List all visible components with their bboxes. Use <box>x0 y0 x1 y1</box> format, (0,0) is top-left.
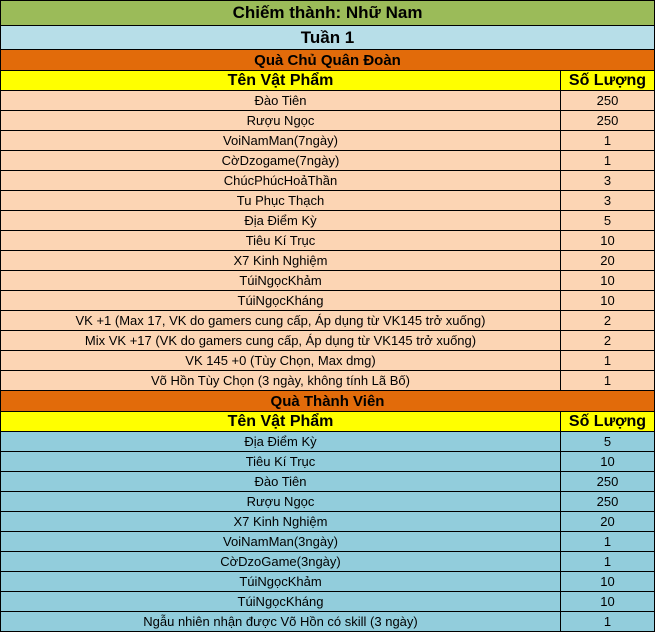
item-name-cell: Rượu Ngọc <box>1 492 561 512</box>
table-row <box>1 171 655 191</box>
item-qty-cell: 3 <box>561 171 655 191</box>
item-name-cell: VK +1 (Max 17, VK do gamers cung cấp, Áp dụng từ VK145 trở xuống) <box>1 311 561 331</box>
table-row <box>1 592 655 612</box>
item-name-cell: Tu Phục Thạch <box>1 191 561 211</box>
table-row <box>1 251 655 271</box>
week-label: Tuần 1 <box>1 26 655 50</box>
table-row <box>1 111 655 131</box>
item-qty-cell: 1 <box>561 151 655 171</box>
item-qty-cell: 5 <box>561 432 655 452</box>
item-name-cell: VK 145 +0 (Tùy Chọn, Max dmg) <box>1 351 561 371</box>
table-row <box>1 311 655 331</box>
table-row <box>1 271 655 291</box>
item-qty-cell: 250 <box>561 472 655 492</box>
item-name-cell: Địa Điểm Kỳ <box>1 432 561 452</box>
section-heading-row <box>1 391 655 412</box>
column-header-qty: Số Lượng <box>561 71 655 91</box>
item-name-cell: TúiNgọcKhảm <box>1 271 561 291</box>
item-qty-cell: 20 <box>561 512 655 532</box>
column-header-qty: Số Lượng <box>561 412 655 432</box>
section-heading-row <box>1 50 655 71</box>
item-name-cell: VoiNamMan(7ngày) <box>1 131 561 151</box>
item-qty-cell: 1 <box>561 371 655 391</box>
item-qty-cell: 2 <box>561 311 655 331</box>
title-row <box>1 1 655 26</box>
item-name-cell: Rượu Ngọc <box>1 111 561 131</box>
item-name-cell: TúiNgọcKháng <box>1 291 561 311</box>
table-row <box>1 231 655 251</box>
item-qty-cell: 250 <box>561 492 655 512</box>
item-name-cell: VoiNamMan(3ngày) <box>1 532 561 552</box>
table-row <box>1 371 655 391</box>
item-name-cell: Đào Tiên <box>1 91 561 111</box>
table-row <box>1 151 655 171</box>
table-row <box>1 612 655 632</box>
section-heading: Quà Chủ Quân Đoàn <box>1 50 655 71</box>
table-row <box>1 191 655 211</box>
table-row <box>1 331 655 351</box>
item-qty-cell: 10 <box>561 271 655 291</box>
item-qty-cell: 10 <box>561 291 655 311</box>
item-qty-cell: 10 <box>561 572 655 592</box>
table-row <box>1 492 655 512</box>
item-name-cell: CờDzogame(7ngày) <box>1 151 561 171</box>
column-header-name: Tên Vật Phẩm <box>1 71 561 91</box>
item-qty-cell: 5 <box>561 211 655 231</box>
item-qty-cell: 1 <box>561 552 655 572</box>
table-row <box>1 572 655 592</box>
section-heading: Quà Thành Viên <box>1 391 655 412</box>
item-qty-cell: 2 <box>561 331 655 351</box>
item-qty-cell: 1 <box>561 131 655 151</box>
item-name-cell: TúiNgọcKhảm <box>1 572 561 592</box>
table-row <box>1 91 655 111</box>
item-name-cell: X7 Kinh Nghiệm <box>1 251 561 271</box>
item-qty-cell: 250 <box>561 111 655 131</box>
item-qty-cell: 10 <box>561 452 655 472</box>
table-row <box>1 351 655 371</box>
column-header-row <box>1 71 655 91</box>
table-row <box>1 452 655 472</box>
item-qty-cell: 250 <box>561 91 655 111</box>
item-qty-cell: 1 <box>561 532 655 552</box>
item-qty-cell: 1 <box>561 351 655 371</box>
table-row <box>1 131 655 151</box>
table-row <box>1 512 655 532</box>
item-qty-cell: 10 <box>561 592 655 612</box>
item-name-cell: CờDzoGame(3ngày) <box>1 552 561 572</box>
table-row <box>1 211 655 231</box>
item-name-cell: TúiNgọcKháng <box>1 592 561 612</box>
table-row <box>1 472 655 492</box>
item-name-cell: Ngẫu nhiên nhận được Võ Hồn có skill (3 ngày) <box>1 612 561 632</box>
page-title: Chiếm thành: Nhữ Nam <box>1 1 655 26</box>
week-row <box>1 26 655 50</box>
table-row <box>1 291 655 311</box>
item-qty-cell: 20 <box>561 251 655 271</box>
item-name-cell: Mix VK +17 (VK do gamers cung cấp, Áp dụng từ VK145 trở xuống) <box>1 331 561 351</box>
item-name-cell: X7 Kinh Nghiệm <box>1 512 561 532</box>
item-name-cell: Tiêu Kí Trục <box>1 452 561 472</box>
table-row <box>1 552 655 572</box>
item-qty-cell: 10 <box>561 231 655 251</box>
column-header-row <box>1 412 655 432</box>
item-name-cell: Tiêu Kí Trục <box>1 231 561 251</box>
item-qty-cell: 3 <box>561 191 655 211</box>
column-header-name: Tên Vật Phẩm <box>1 412 561 432</box>
item-name-cell: Võ Hồn Tùy Chọn (3 ngày, không tính Lã Bố) <box>1 371 561 391</box>
item-name-cell: ChúcPhúcHoảThần <box>1 171 561 191</box>
table-row <box>1 532 655 552</box>
item-qty-cell: 1 <box>561 612 655 632</box>
item-name-cell: Địa Điểm Kỳ <box>1 211 561 231</box>
table-row <box>1 432 655 452</box>
item-name-cell: Đào Tiên <box>1 472 561 492</box>
